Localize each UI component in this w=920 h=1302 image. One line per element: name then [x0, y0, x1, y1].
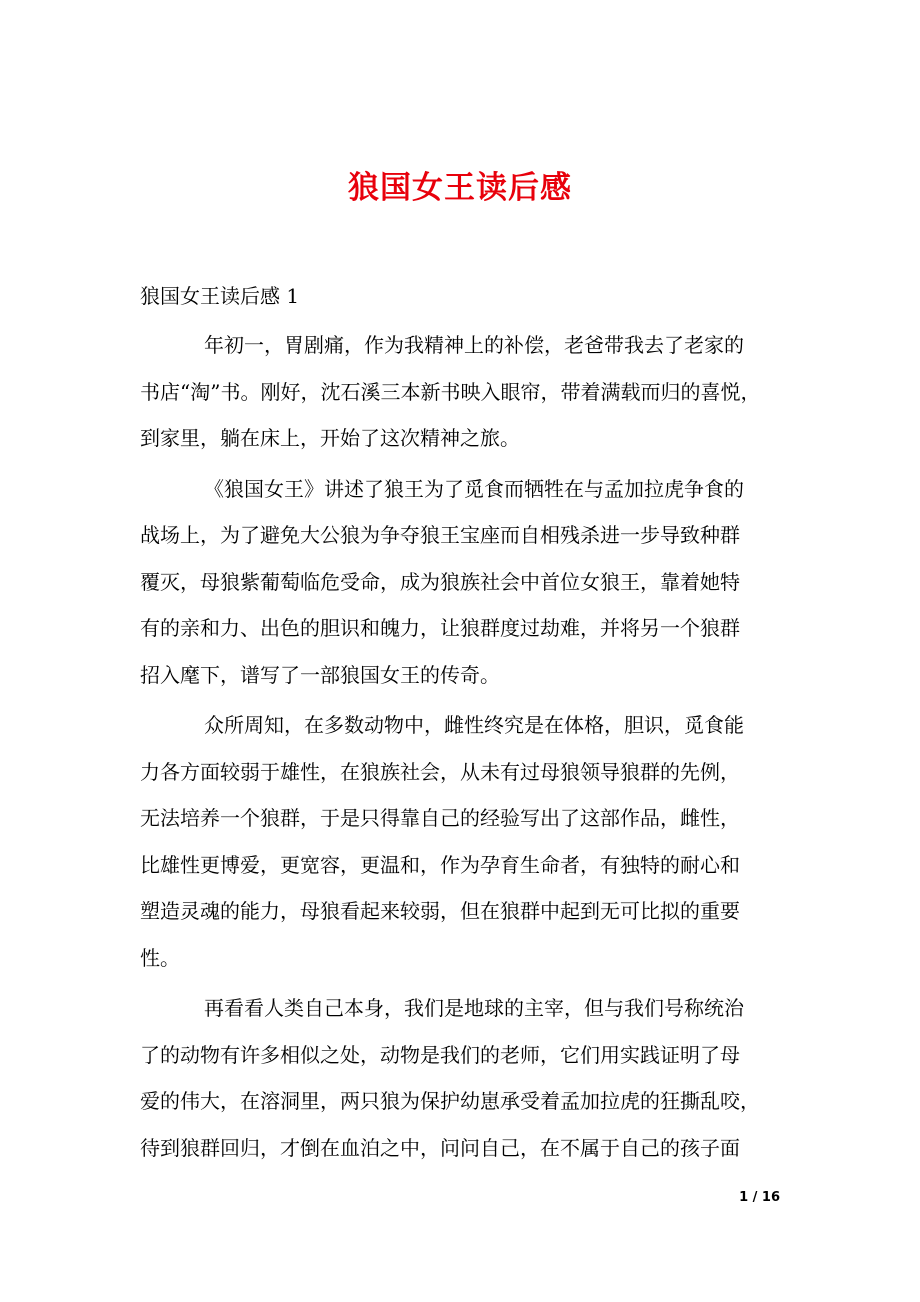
text-line: 力各方面较弱于雄性，在狼族社会，从未有过母狼领导狼群的先例， — [140, 759, 740, 784]
text-line: 比雄性更博爱，更宽容，更温和，作为孕育生命者，有独特的耐心和 — [140, 852, 740, 877]
text-line: 众所周知，在多数动物中，雌性终究是在体格，胆识，觅食能 — [204, 713, 744, 737]
document-title: 狼国女王读后感 — [348, 169, 572, 206]
text-line: 无法培养一个狼群，于是只得靠自己的经验写出了这部作品，雌性， — [140, 806, 740, 830]
text-line: 招入麾下，谱写了一部狼国女王的传奇。 — [140, 662, 500, 687]
text-line: 性。 — [140, 945, 180, 970]
text-line: 到家里，躺在床上，开始了这次精神之旅。 — [140, 426, 520, 450]
text-line: 书店“淘”书。刚好，沈石溪三本新书映入眼帘，带着满载而归的喜悦， — [140, 379, 761, 404]
paragraph-3 — [140, 702, 782, 981]
text-line: 《狼国女王》讲述了狼王为了觅食而牺牲在与孟加拉虎争食的 — [204, 476, 744, 501]
text-line: 塑造灵魂的能力，母狼看起来较弱，但在狼群中起到无可比拟的重要 — [140, 899, 740, 923]
document-body — [140, 322, 782, 1175]
page-number: 1 / 16 — [739, 1190, 780, 1205]
text-line: 再看看人类自己本身，我们是地球的主宰，但与我们号称统治 — [204, 996, 744, 1020]
text-line: 有的亲和力、出色的胆识和魄力，让狼群度过劫难，并将另一个狼群 — [140, 616, 740, 640]
text-line: 爱的伟大，在溶洞里，两只狼为保护幼崽承受着孟加拉虎的狂撕乱咬， — [140, 1089, 760, 1113]
text-line: 覆灭，母狼紫葡萄临危受命，成为狼族社会中首位女狼王，靠着她特 — [140, 569, 740, 594]
text-line: 年初一，胃剧痛，作为我精神上的补偿，老爸带我去了老家的 — [204, 333, 744, 357]
section-heading: 狼国女王读后感 1 — [140, 284, 300, 308]
text-line: 战场上，为了避免大公狼为争夺狼王宝座而自相残杀进一步导致种群 — [140, 523, 740, 547]
text-line: 待到狼群回归，才倒在血泊之中，问问自己，在不属于自己的孩子面 — [140, 1135, 740, 1160]
text-line: 了的动物有许多相似之处，动物是我们的老师，它们用实践证明了母 — [140, 1042, 740, 1067]
paragraph-4 — [140, 985, 782, 1171]
paragraph-1 — [140, 322, 782, 462]
paragraph-2 — [140, 466, 782, 699]
